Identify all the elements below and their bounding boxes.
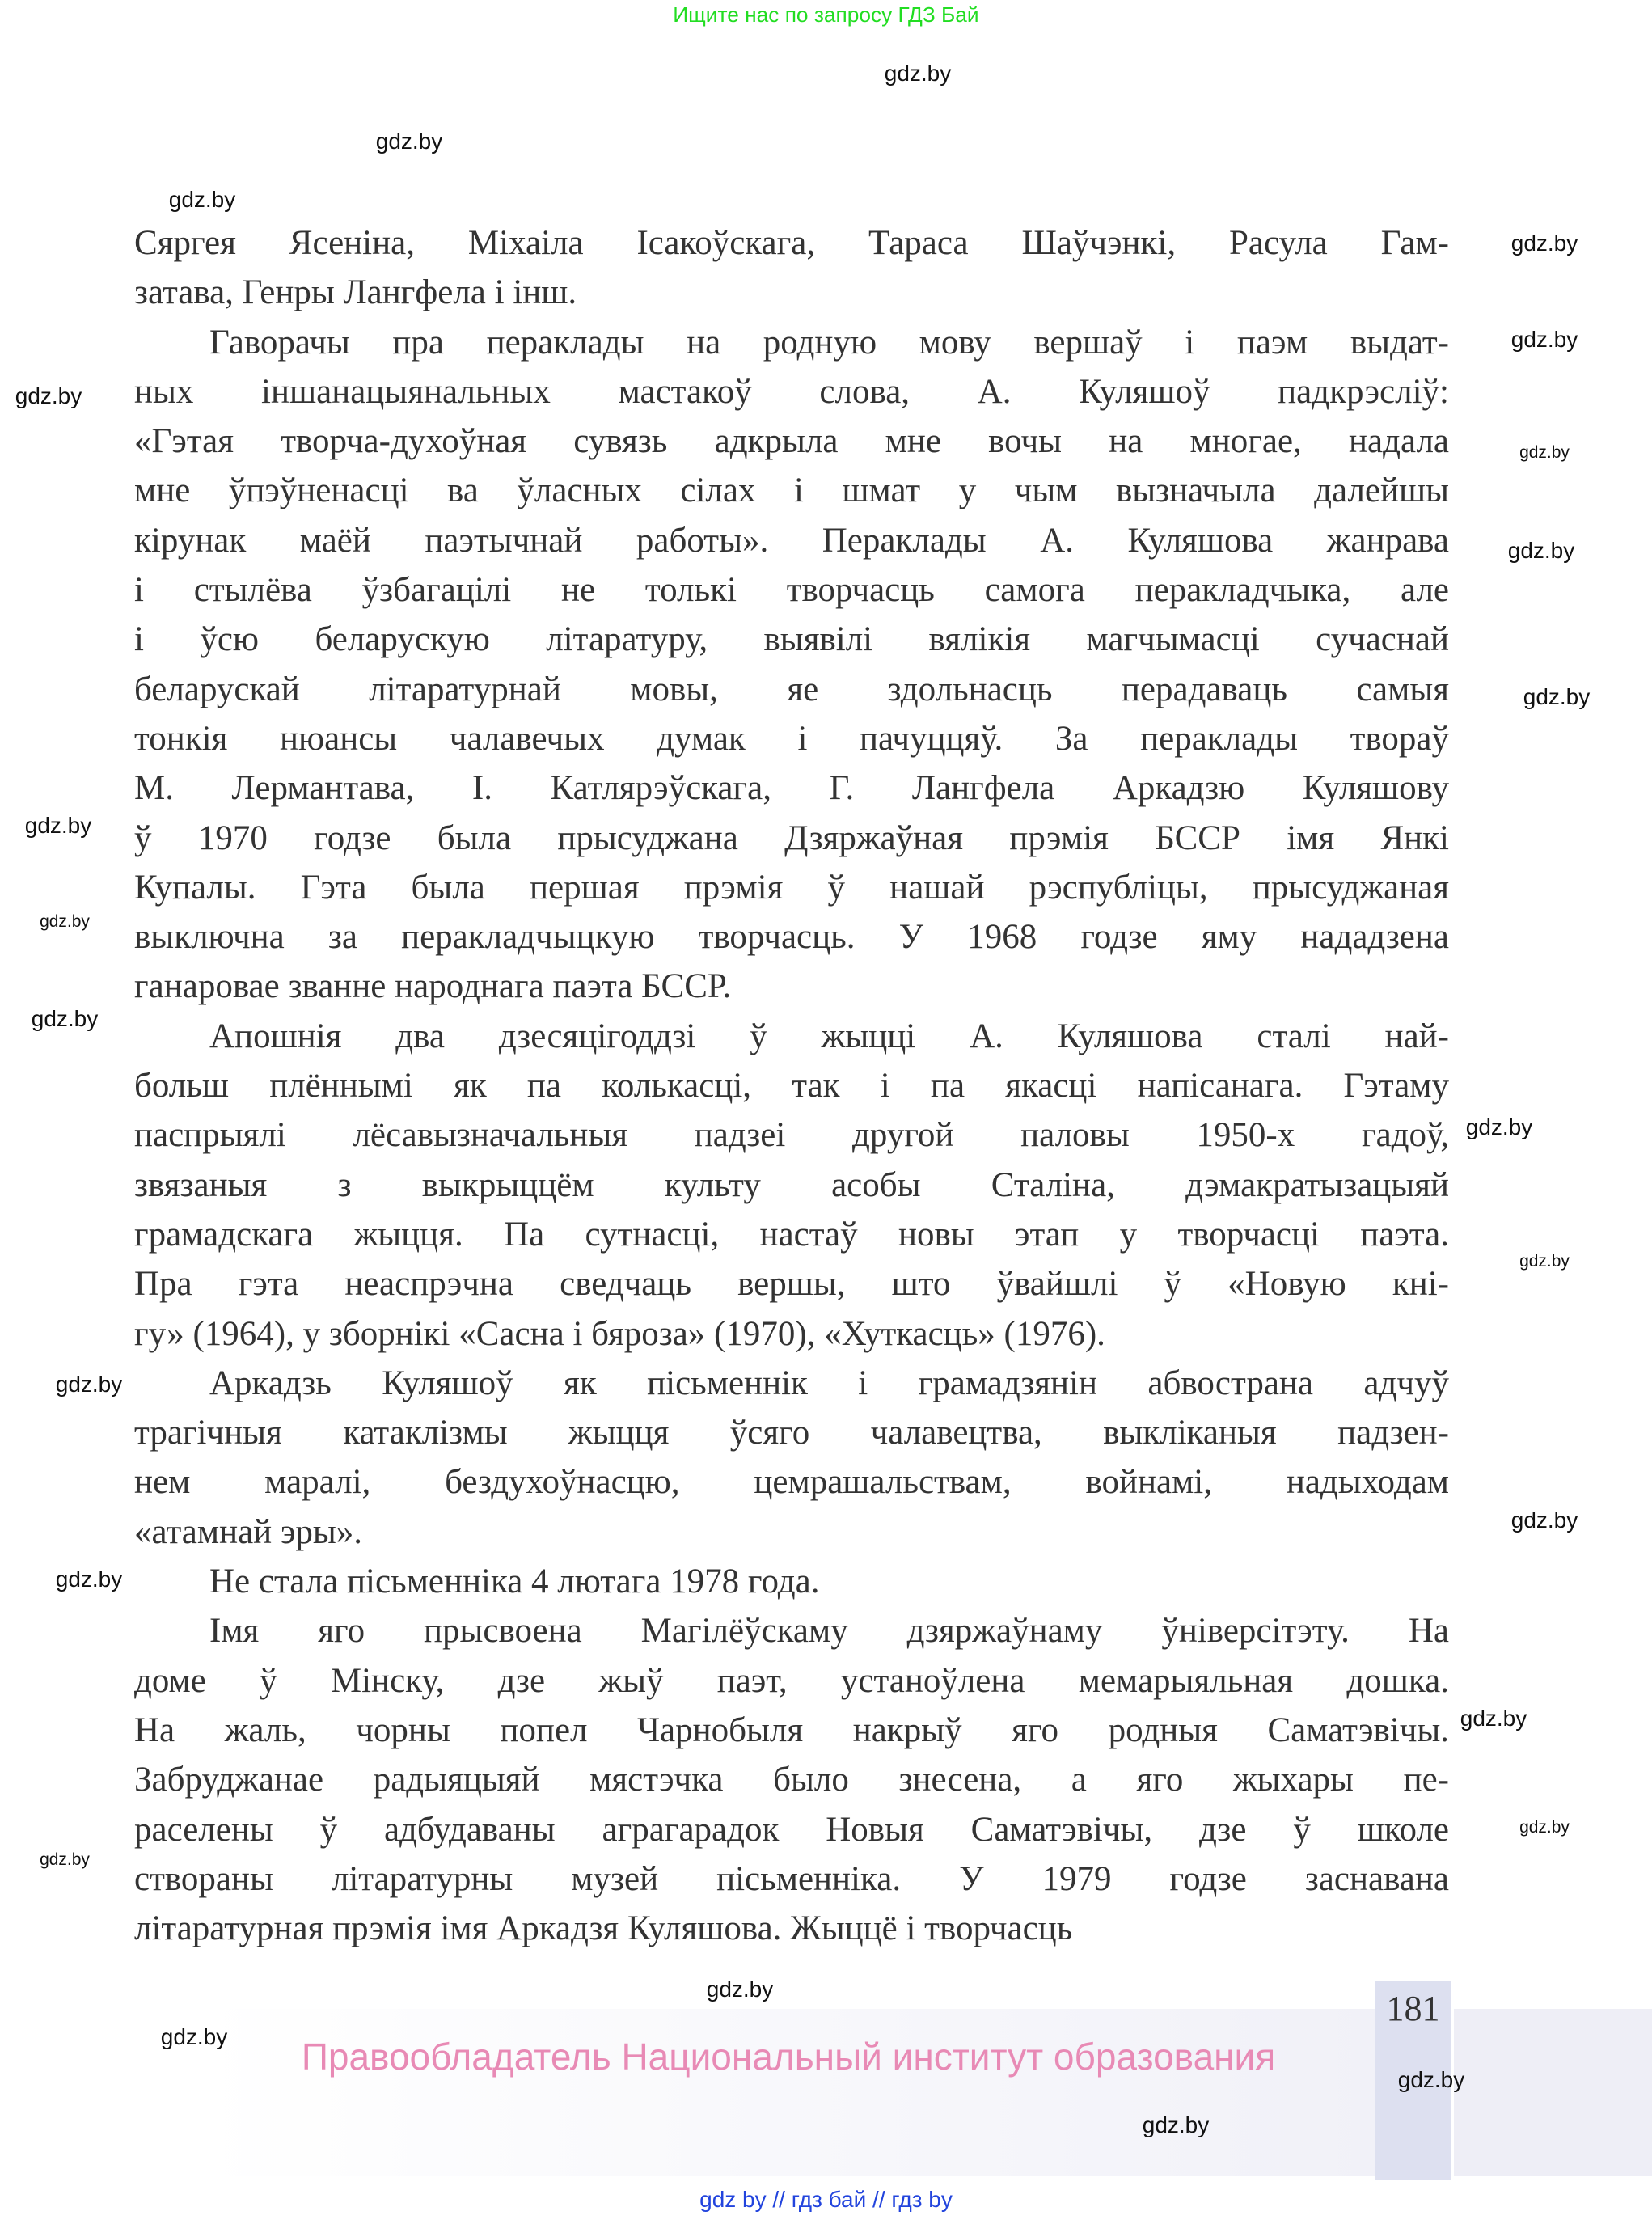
text-line: мне ўпэўненасці ва ўласных сілах і шмат у чым вызначыла далейшы	[134, 471, 1449, 510]
page-number: 181	[1386, 1989, 1440, 2028]
watermark-gdz: gdz.by	[1519, 1252, 1570, 1271]
watermark-gdz: gdz.by	[375, 129, 443, 154]
watermark-gdz: gdz.by	[1519, 1818, 1570, 1837]
watermark-gdz: gdz.by	[1519, 443, 1570, 462]
watermark-gdz: gdz.by	[1507, 538, 1575, 563]
copyright-notice: Правообладатель Национальный институт образования	[301, 2036, 1276, 2078]
text-line: Імя яго прысвоена Магілёўскаму дзяржаўнаму ўніверсітэту. На	[209, 1612, 1449, 1651]
text-line: кірунак маёй паэтычнай работы». Пераклады А. Куляшова жанрава	[134, 521, 1449, 560]
watermark-gdz: gdz.by	[1465, 1114, 1533, 1139]
text-line: На жаль, чорны попел Чарнобыля накрыў яго родныя Саматэвічы.	[134, 1710, 1449, 1749]
text-line: Гаворачы пра пераклады на родную мову вершаў і паэм выдат-	[209, 323, 1449, 362]
text-line: тонкія нюансы чалавечых думак і пачуццяў. За пераклады твораў	[134, 719, 1449, 758]
bottom-links[interactable]: gdz by // гдз бай // гдз by	[699, 2187, 953, 2212]
watermark-gdz: gdz.by	[1523, 684, 1591, 709]
text-line: больш плённымі як па колькасці, так і па якасці напісанага. Гэтаму	[134, 1067, 1449, 1106]
text-line: Аркадзь Куляшоў як пісьменнік і грамадзянін абвострана адчуў	[209, 1364, 1449, 1402]
text-line: раселены ў адбудаваны аграгарадок Новыя Саматэвічы, дзе ў школе	[134, 1810, 1449, 1849]
watermark-gdz: gdz.by	[1142, 2112, 1210, 2137]
text-line: Пра гэта неаспрэчна сведчаць вершы, што ўвайшлі ў «Новую кні-	[134, 1265, 1449, 1304]
text-line: выключна за перакладчыцкую творчасць. У 1968 годзе яму нададзена	[134, 918, 1449, 957]
watermark-gdz: gdz.by	[884, 61, 952, 86]
watermark-gdz: gdz.by	[706, 1977, 774, 2002]
footer-band-right	[1454, 2009, 1652, 2176]
watermark-gdz: gdz.by	[1510, 230, 1578, 256]
watermark-gdz: gdz.by	[31, 1006, 99, 1031]
text-line: Сяргея Ясеніна, Міхаіла Ісакоўскага, Тараса Шаўчэнкі, Расула Гам-	[134, 224, 1449, 262]
watermark-gdz: gdz.by	[15, 383, 82, 408]
watermark-gdz: gdz.by	[40, 912, 90, 931]
text-line: гу» (1964), у зборнікі «Сасна і бяроза» (1970), «Хуткасць» (1976).	[134, 1314, 1105, 1353]
text-line: ў 1970 годзе была прысуджана Дзяржаўная прэмія БССР імя Янкі	[134, 818, 1449, 857]
text-line: паспрыялі лёсавызначальныя падзеі другой паловы 1950-х гадоў,	[134, 1116, 1449, 1155]
text-line: затава, Генры Лангфела і інш.	[134, 273, 577, 312]
page-body-text	[134, 218, 1449, 1953]
watermark-gdz: gdz.by	[1460, 1706, 1527, 1731]
text-line: ных іншанацыянальных мастакоў слова, А. Куляшоў падкрэсліў:	[134, 372, 1449, 411]
watermark-gdz: gdz.by	[1510, 1507, 1578, 1533]
watermark-gdz: gdz.by	[55, 1567, 123, 1592]
text-line: звязаныя з выкрыццём культу асобы Сталіна, дэмакратызацыяй	[134, 1165, 1449, 1204]
text-line: створаны літаратурны музей пісьменніка. У 1979 годзе заснавана	[134, 1859, 1449, 1898]
text-line: і стылёва ўзбагацілі не толькі творчасць самога перакладчыка, але	[134, 571, 1449, 610]
watermark-gdz: gdz.by	[160, 2024, 228, 2049]
text-line: нем маралі, бездухоўнасцю, цемрашальствам, войнамі, надыходам	[134, 1463, 1449, 1502]
text-line: трагічныя катаклізмы жыцця ўсяго чалавецтва, выкліканыя падзен-	[134, 1414, 1449, 1452]
text-line: Забруджанае радыяцыяй мястэчка было знесена, а яго жыхары пе-	[134, 1761, 1449, 1799]
text-line: Апошнія два дзесяцігоддзі ў жыцці А. Куляшова сталі най-	[209, 1017, 1449, 1055]
text-line: грамадскага жыцця. Па сутнасці, настаў новы этап у творчасці паэта.	[134, 1215, 1449, 1254]
text-line: М. Лермантава, І. Катлярэўскага, Г. Лангфела Аркадзю Куляшову	[134, 769, 1449, 808]
search-hint-banner[interactable]: Ищите нас по запросу ГДЗ Бай	[673, 3, 979, 27]
text-line: «Гэтая творча-духоўная сувязь адкрыла мне вочы на многае, надала	[134, 422, 1449, 461]
watermark-gdz: gdz.by	[55, 1372, 123, 1397]
text-line: ганаровае званне народнага паэта БССР.	[134, 967, 732, 1006]
text-line: доме ў Мінску, дзе жыў паэт, устаноўлена мемарыяльная дошка.	[134, 1661, 1449, 1700]
text-line: Не стала пісьменніка 4 лютага 1978 года.	[209, 1562, 820, 1601]
text-line: літаратурная прэмія імя Аркадзя Куляшова. Жыццё і творчасць	[134, 1909, 1073, 1948]
text-line: «атамнай эры».	[134, 1512, 363, 1551]
watermark-gdz: gdz.by	[24, 813, 92, 838]
watermark-gdz: gdz.by	[40, 1850, 90, 1869]
watermark-gdz: gdz.by	[168, 187, 236, 212]
watermark-gdz: gdz.by	[1397, 2067, 1465, 2092]
text-line: і ўсю беларускую літаратуру, выявілі вялікія магчымасці сучаснай	[134, 620, 1449, 659]
watermark-gdz: gdz.by	[1510, 327, 1578, 352]
text-line: Купалы. Гэта была першая прэмія ў нашай рэспубліцы, прысуджаная	[134, 868, 1449, 907]
text-line: беларускай літаратурнай мовы, яе здольнасць перадаваць самыя	[134, 670, 1449, 708]
